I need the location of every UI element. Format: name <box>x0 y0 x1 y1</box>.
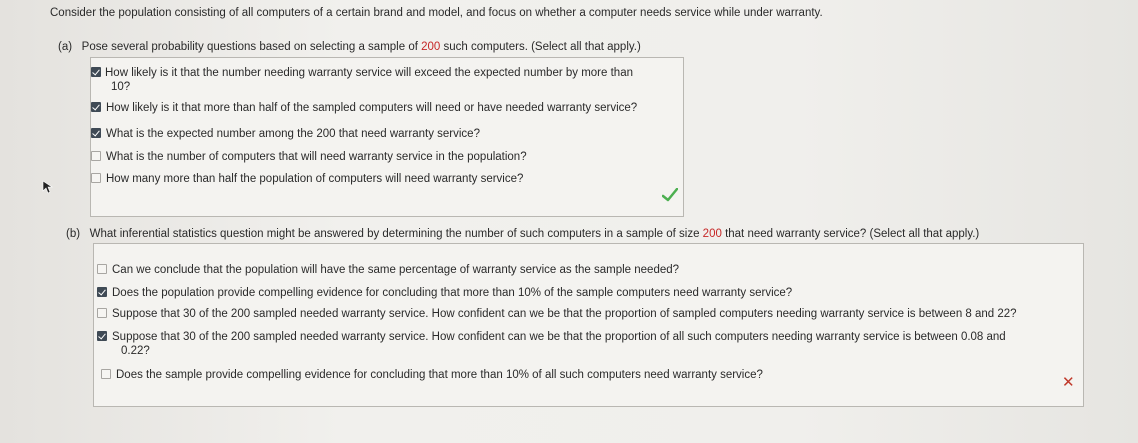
part-a-prompt-after: such computers. (Select all that apply.) <box>443 41 641 53</box>
part-b-prompt-before: What inferential statistics question might be answered by determining the number of such computers in a sample of size <box>89 228 700 240</box>
part-a-prompt <box>58 41 641 53</box>
part-b-answer-box <box>93 243 1084 407</box>
option-text: Suppose that 30 of the 200 sampled needed warranty service. How confident can we be that the proportion of all such computers needing warranty service is between 0.08 and <box>112 331 1006 343</box>
part-b-label: (b) <box>66 228 81 240</box>
option-text-continued: 10? <box>111 81 131 93</box>
part-b-prompt-after: that need warranty service? (Select all that apply.) <box>725 228 980 240</box>
option-text: How likely is it that the number needing warranty service will exceed the expected number by more than <box>105 67 633 79</box>
option-text: Can we conclude that the population will have the same percentage of warranty service as the sample needed? <box>112 264 680 276</box>
mouse-cursor-icon <box>42 180 54 194</box>
x-icon: ✕ <box>1062 374 1075 391</box>
part-a-label: (a) <box>58 41 73 53</box>
checkbox-checked[interactable] <box>97 331 107 341</box>
option-text: Does the sample provide compelling evidence for concluding that more than 10% of all such computers need warranty service? <box>116 369 763 381</box>
part-b-prompt <box>66 228 979 240</box>
checkbox-checked[interactable] <box>91 102 101 112</box>
option-text: What is the number of computers that will need warranty service in the population? <box>106 151 527 163</box>
option-text: How likely is it that more than half of the sampled computers will need or have needed warranty service? <box>106 102 638 114</box>
check-icon <box>662 188 678 202</box>
option-text: Suppose that 30 of the 200 sampled needed warranty service. How confident can we be that the proportion of sampled computers needing warranty service is between 8 and 22? <box>112 308 1017 320</box>
option-text: Does the population provide compelling evidence for concluding that more than 10% of the sample computers need warranty service? <box>112 287 793 299</box>
checkbox-unchecked[interactable] <box>91 173 101 183</box>
checkbox-unchecked[interactable] <box>97 308 107 318</box>
checkbox-unchecked[interactable] <box>97 264 107 274</box>
problem-intro: Consider the population consisting of all computers of a certain brand and model, and focus on whether a computer needs service while under warranty. <box>50 7 823 19</box>
part-b-sample-size: 200 <box>702 228 722 240</box>
option-text-continued: 0.22? <box>121 345 150 357</box>
part-a-prompt-before: Pose several probability questions based on selecting a sample of <box>81 41 418 53</box>
checkbox-checked[interactable] <box>97 287 107 297</box>
checkbox-checked[interactable] <box>91 128 101 138</box>
part-a-answer-box <box>90 57 684 217</box>
checkbox-unchecked[interactable] <box>101 369 111 379</box>
option-text: How many more than half the population of computers will need warranty service? <box>106 173 524 185</box>
checkbox-checked[interactable] <box>91 67 101 77</box>
part-a-sample-size: 200 <box>421 41 441 53</box>
checkbox-unchecked[interactable] <box>91 151 101 161</box>
option-text: What is the expected number among the 200 that need warranty service? <box>106 128 480 140</box>
